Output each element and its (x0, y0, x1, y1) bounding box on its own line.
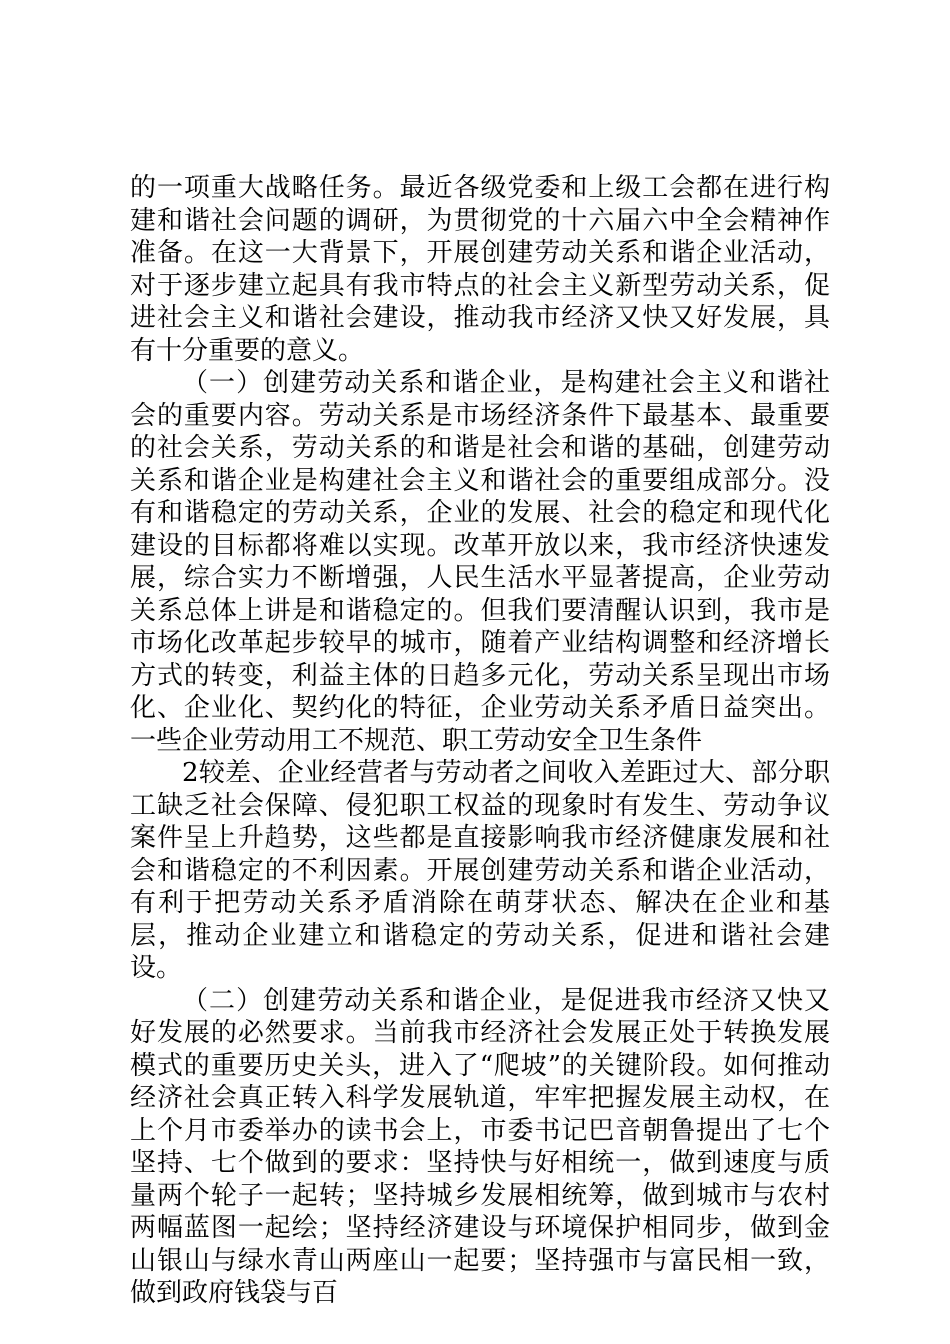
paragraph-4: （二）创建劳动关系和谐企业，是促进我市经济又快又好发展的必然要求。当前我市经济社会发展正处于转换发展模式的重要历史关头，进入了“爬坡”的关键阶段。如何推动经济社会真正转入科学发展轨道，牢牢把握发展主动权，在上个月市委举办的读书会上，市委书记巴音朝鲁提出了七个坚持、七个做到的要求：坚持快与好相统一，做到速度与质量两个轮子一起转；坚持城乡发展相统筹，做到城市与农村两幅蓝图一起绘；坚持经济建设与环境保护相同步，做到金山银山与绿水青山两座山一起要；坚持强市与富民相一致，做到政府钱袋与百 (130, 985, 830, 1308)
paragraph-3: 2较差、企业经营者与劳动者之间收入差距过大、部分职工缺乏社会保障、侵犯职工权益的现象时有发生、劳动争议案件呈上升趋势，这些都是直接影响我市经济健康发展和社会和谐稳定的不利因素。开展创建劳动关系和谐企业活动，有利于把劳动关系矛盾消除在萌芽状态、解决在企业和基层，推动企业建立和谐稳定的劳动关系，促进和谐社会建设。 (130, 758, 830, 983)
document-body (130, 172, 830, 1310)
paragraph-2: （一）创建劳动关系和谐企业，是构建社会主义和谐社会的重要内容。劳动关系是市场经济条件下最基本、最重要的社会关系，劳动关系的和谐是社会和谐的基础，创建劳动关系和谐企业是构建社会主义和谐社会的重要组成部分。没有和谐稳定的劳动关系，企业的发展、社会的稳定和现代化建设的目标都将难以实现。改革开放以来，我市经济快速发展，综合实力不断增强，人民生活水平显著提高，企业劳动关系总体上讲是和谐稳定的。但我们要清醒认识到，我市是市场化改革起步较早的城市，随着产业结构调整和经济增长方式的转变，利益主体的日趋多元化，劳动关系呈现出市场化、企业化、契约化的特征，企业劳动关系矛盾日益突出。一些企业劳动用工不规范、职工劳动安全卫生条件 (130, 368, 830, 756)
paragraph-1: 的一项重大战略任务。最近各级党委和上级工会都在进行构建和谐社会问题的调研，为贯彻党的十六届六中全会精神作准备。在这一大背景下，开展创建劳动关系和谐企业活动，对于逐步建立起具有我市特点的社会主义新型劳动关系，促进社会主义和谐社会建设，推动我市经济又快又好发展，具有十分重要的意义。 (130, 173, 830, 366)
